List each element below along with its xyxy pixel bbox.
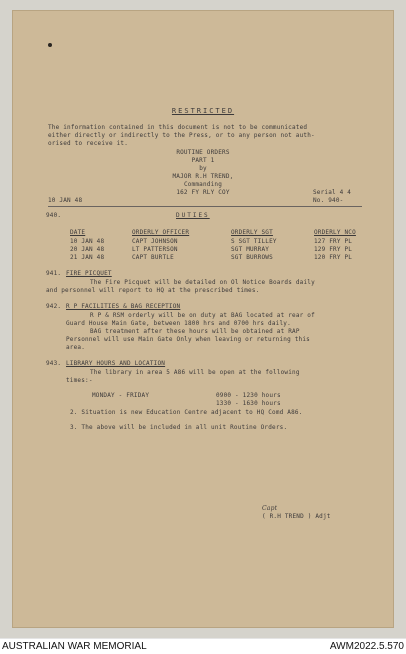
schedule-hours: 0900 - 1230 hours	[216, 392, 281, 399]
item-text: The Fire Picquet will be detailed on Ol Notice Boards daily	[90, 279, 315, 286]
item-text: times:-	[66, 377, 93, 384]
title-line: PART 1	[191, 157, 215, 164]
footer-source: AUSTRALIAN WAR MEMORIAL	[2, 641, 147, 652]
item-text: area.	[66, 344, 86, 351]
item-number: 942.	[46, 303, 62, 310]
column-header: ORDERLY SGT	[231, 229, 273, 236]
title-line: ROUTINE ORDERS	[176, 149, 230, 156]
item-text: Personnel will use Main Gate Only when leaving or returning this	[66, 336, 310, 343]
column-header: ORDERLY OFFICER	[132, 229, 190, 236]
item-text: BAG treatment after these hours will be obtained at RAP	[90, 328, 300, 335]
item-text: Guard House Main Gate, between 1800 hrs and 0700 hrs daily.	[66, 320, 291, 327]
footer-bar	[0, 638, 406, 654]
item-heading: R P FACILITIES & BAG RECEPTION	[66, 303, 181, 310]
duties-heading: DUTIES	[176, 212, 210, 219]
item-text: 3. The above will be included in all unit Routine Orders.	[70, 424, 288, 431]
order-number: No. 940-	[313, 197, 344, 204]
table-cell: 10 JAN 48	[70, 238, 105, 245]
table-cell: SGT BURROWS	[231, 254, 273, 261]
document-sheet	[12, 10, 394, 628]
column-header: ORDERLY NCO	[314, 229, 356, 236]
item-number: 941.	[46, 270, 62, 277]
footer-accession-id: AWM2022.5.570	[329, 641, 404, 652]
item-text: The library in area 5 A86 will be open at the following	[90, 369, 300, 376]
title-line: MAJOR R.H TREND,	[172, 173, 234, 180]
classification-heading: RESTRICTED	[171, 107, 235, 115]
notice-line: orised to receive it.	[48, 140, 129, 147]
title-line: 162 FY RLY COY	[176, 189, 230, 196]
table-cell: S SGT TILLEY	[231, 238, 277, 245]
item-text: and personnel will report to HQ at the prescribed times.	[46, 287, 260, 294]
notice-line: The information contained in this document is not to be communicated	[48, 124, 308, 131]
table-cell: 127 FRY PL	[314, 238, 353, 245]
column-header: DATE	[70, 229, 86, 236]
schedule-days: MONDAY - FRIDAY	[92, 392, 150, 399]
signature: Capt	[262, 505, 278, 512]
item-number: 940.	[46, 212, 62, 219]
table-cell: SGT MURRAY	[231, 246, 270, 253]
item-heading: LIBRARY HOURS AND LOCATION	[66, 360, 166, 367]
item-text: 2. Situation is new Education Centre adjacent to HQ Comd A86.	[70, 409, 303, 416]
table-cell: CAPT BURTLE	[132, 254, 174, 261]
title-line: by	[199, 165, 207, 172]
item-heading: FIRE PICQUET	[66, 270, 112, 277]
punch-hole	[48, 43, 52, 47]
title-line: Commanding	[183, 181, 223, 188]
table-cell: CAPT JOHNSON	[132, 238, 178, 245]
table-cell: 129 FRY PL	[314, 246, 353, 253]
order-date: 10 JAN 48	[48, 197, 83, 204]
schedule-hours: 1330 - 1630 hours	[216, 400, 281, 407]
serial-number: Serial 4 4	[313, 189, 352, 196]
divider	[48, 206, 362, 207]
table-cell: 120 FRY PL	[314, 254, 353, 261]
table-cell: LT PATTERSON	[132, 246, 178, 253]
table-cell: 20 JAN 48	[70, 246, 105, 253]
signature-name: ( R.H TREND ) Adjt	[262, 513, 331, 520]
table-cell: 21 JAN 48	[70, 254, 105, 261]
item-text: R P & RSM orderly will be on duty at BAG located at rear of	[90, 312, 315, 319]
item-number: 943.	[46, 360, 62, 367]
notice-line: either directly or indirectly to the Press, or to any person not auth-	[48, 132, 315, 139]
